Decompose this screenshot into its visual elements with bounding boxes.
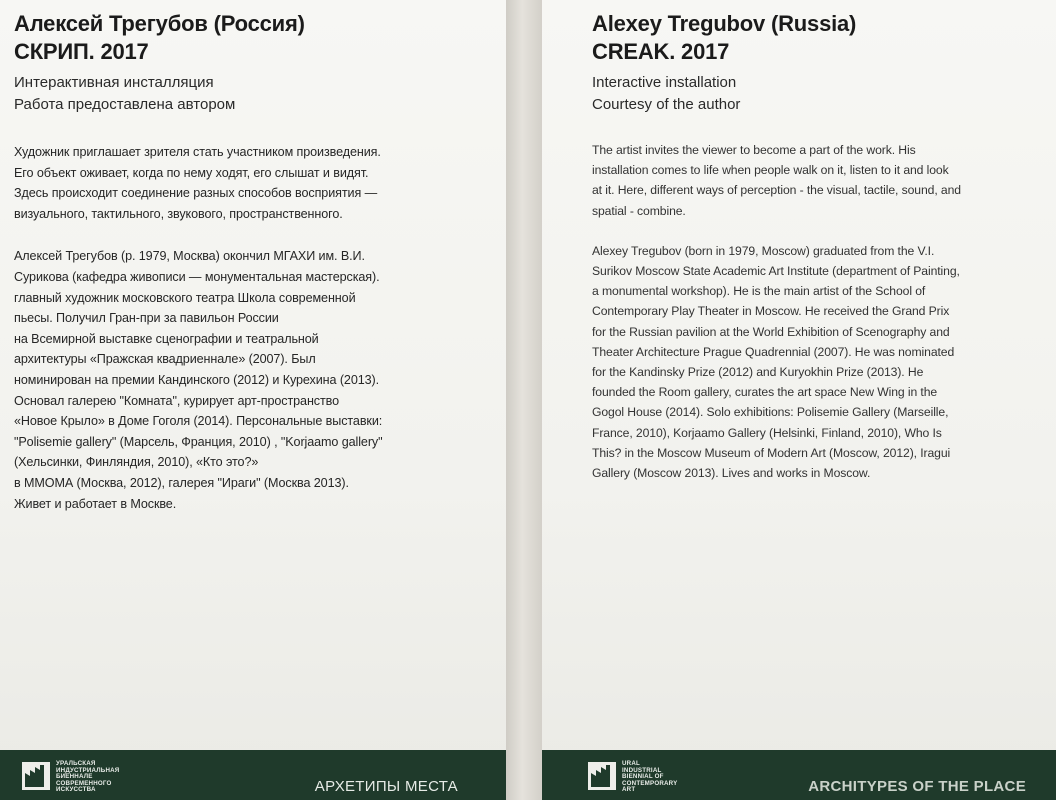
- biennial-logo-icon: [588, 762, 616, 790]
- text-line: на Всемирной выставке сценографии и театральной: [14, 331, 319, 346]
- text-line: "Polisemie gallery" (Марсель, Франция, 2010) , "Korjaamo gallery": [14, 434, 383, 449]
- text-line: installation comes to life when people walk on it, listen to it and look: [592, 163, 949, 178]
- footer-bar-ru: [0, 750, 506, 800]
- russian-label-panel: [0, 0, 506, 800]
- text-line: Gallery (Moscow 2013). Lives and works in Moscow.: [592, 466, 871, 481]
- text-line: «Новое Крыло» в Доме Гоголя (2014). Персональные выставки:: [14, 414, 383, 429]
- credit-ru: Работа предоставлена автором: [14, 96, 236, 113]
- text-line: визуального, тактильного, звукового, пространственного.: [14, 206, 343, 221]
- logo-line: ИНДУСТРИАЛЬНАЯ: [56, 766, 120, 774]
- text-line: for the Russian pavilion at the World Exhibition of Scenography and: [592, 324, 950, 339]
- medium-ru: Интерактивная инсталляция: [14, 74, 214, 91]
- english-content: [592, 10, 1040, 483]
- text-line: Алексей Трегубов (р. 1979, Москва) окончил МГАХИ им. В.И.: [14, 249, 365, 264]
- text-line: Его объект оживает, когда по нему ходят, его слышат и видят.: [14, 165, 369, 180]
- wall-gap: [506, 0, 542, 800]
- logo-line: INDUSTRIAL: [622, 766, 662, 774]
- english-label-panel: [542, 0, 1056, 800]
- logo-line: УРАЛЬСКАЯ: [56, 760, 96, 767]
- logo-line: ИСКУССТВА: [56, 786, 96, 793]
- logo-line: BIENNIAL OF: [622, 773, 664, 780]
- biennial-logo-text-en: [622, 761, 677, 794]
- text-line: for the Kandinsky Prize (2012) and Kuryokhin Prize (2013). He: [592, 365, 924, 380]
- biennial-logo-text-ru: [56, 761, 119, 794]
- text-line: пьесы. Получил Гран-при за павильон России: [14, 311, 279, 326]
- exhibition-title-ru: АРХЕТИПЫ МЕСТА: [314, 778, 458, 795]
- medium-en: Interactive installation: [592, 74, 737, 91]
- logo-line: URAL: [622, 760, 640, 767]
- text-line: архитектуры «Пражская квадриеннале» (2007). Был: [14, 352, 316, 367]
- biography-ru: [14, 246, 486, 514]
- text-line: Сурикова (кафедра живописи — монументальная мастерская).: [14, 269, 380, 284]
- text-line: (Хельсинки, Финляндия, 2010), «Кто это?»: [14, 455, 259, 470]
- text-line: Alexey Tregubov (born in 1979, Moscow) graduated from the V.I.: [592, 243, 935, 258]
- text-line: номинирован на премии Кандинского (2012) и Курехина (2013).: [14, 372, 380, 387]
- biography-en: [592, 241, 1040, 483]
- credit-en: Courtesy of the author: [592, 96, 741, 113]
- text-line: Основал галерею "Комната", курирует арт-пространство: [14, 393, 340, 408]
- text-line: Живет и работает в Москве.: [14, 496, 177, 511]
- logo-line: СОВРЕМЕННОГО: [56, 779, 112, 787]
- text-line: Theater Architecture Prague Quadrennial (2007). He was nominated: [592, 344, 955, 359]
- text-line: spatial - combine.: [592, 203, 686, 218]
- text-line: a monumental workshop). He is the main artist of the School of: [592, 284, 926, 299]
- logo-line: ART: [622, 786, 636, 793]
- text-line: The artist invites the viewer to become a part of the work. His: [592, 143, 916, 157]
- russian-content: [14, 10, 486, 514]
- text-line: at it. Here, different ways of perception - the visual, tactile, sound, and: [592, 183, 961, 198]
- work-title-en: CREAK. 2017: [592, 39, 730, 64]
- text-line: Художник приглашает зрителя стать участником произведения.: [14, 145, 381, 159]
- text-line: This? in the Moscow Museum of Modern Art (Moscow, 2012), Iragui: [592, 445, 951, 460]
- text-line: Surikov Moscow State Academic Art Institute (department of Painting,: [592, 264, 960, 279]
- text-line: Contemporary Play Theater in Moscow. He received the Grand Prix: [592, 304, 950, 319]
- text-line: France, 2010), Korjaamo Gallery (Helsinki, Finland, 2010), Who Is: [592, 425, 942, 440]
- logo-line: БИЕННАЛЕ: [56, 773, 93, 780]
- work-title-ru: СКРИП. 2017: [14, 39, 149, 64]
- text-line: Здесь происходит соединение разных способов восприятия —: [14, 186, 378, 201]
- exhibition-title-en: ARCHITYPES OF THE PLACE: [808, 778, 1026, 795]
- text-line: главный художник московского театра Школа современной: [14, 290, 356, 305]
- biennial-logo-icon: [22, 762, 50, 790]
- text-line: в ММОМА (Москва, 2012), галерея "Ираги" (Москва 2013).: [14, 475, 349, 490]
- artist-title-ru: Алексей Трегубов (Россия): [14, 11, 305, 36]
- artist-title-en: Alexey Tregubov (Russia): [592, 11, 857, 36]
- logo-line: CONTEMPORARY: [622, 779, 678, 787]
- description-en: [592, 140, 1040, 221]
- description-ru: [14, 142, 486, 224]
- footer-bar-en: [542, 750, 1056, 800]
- text-line: Gogol House (2014). Solo exhibitions: Polisemie Gallery (Marseille,: [592, 405, 949, 420]
- text-line: founded the Room gallery, curates the art space New Wing in the: [592, 385, 938, 400]
